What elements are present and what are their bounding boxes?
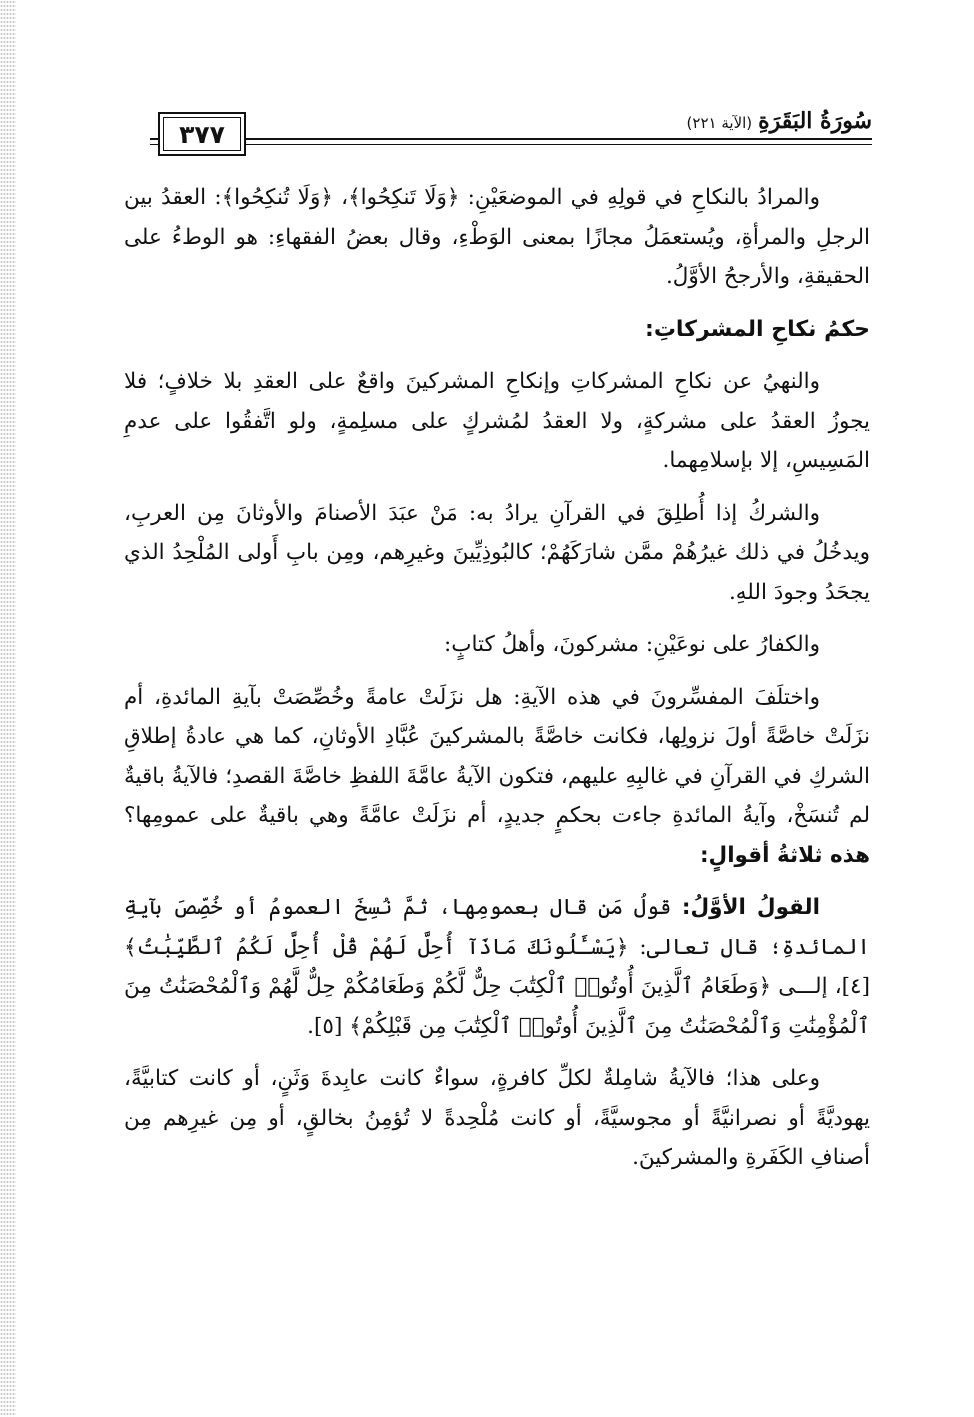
page-header xyxy=(150,108,872,156)
first-opinion-label: القولُ الأوَّلُ: xyxy=(681,895,820,920)
section-heading-text: حكمُ نكاحِ المشركاتِ: xyxy=(645,316,870,342)
paragraph-prohibition xyxy=(124,362,870,481)
paragraph-kuffar-types xyxy=(124,625,870,665)
quran-verse: ﴿وَطَعَامُ ٱلَّذِينَ أُوتُوا۟ ٱلْكِتَٰبَ حِلٌّ لَّكُمْ وَطَعَامُكُمْ حِلٌّ لَّهُمْ وَٱلْمُحْصَنَٰتُ مِنَ ٱلْمُؤْمِنَٰتِ وَٱلْمُحْصَنَٰتُ مِنَ ٱلَّذِينَ أُوتُوا۟ ٱلْكِتَٰبَ مِن قَبْلِكُمْ﴾ xyxy=(124,974,870,1039)
paragraph-conclusion xyxy=(124,1059,870,1178)
header-rule-thin xyxy=(150,144,872,145)
paragraph-text: قولُ مَن قال بعمومِها، ثمَّ نُسِخَ العمومُ أو خُصِّصَ بآيةِ المائدةِ؛ قال تعالى: xyxy=(124,895,870,960)
verse-ref: [٤]، إلـــى xyxy=(778,974,870,999)
surah-name: سُورَةُ البَقَرَةِ xyxy=(758,108,872,134)
paragraph-text: والكفارُ على نوعَيْنِ: مشركونَ، وأهلُ كتابٍ: xyxy=(443,632,820,657)
paragraph-text: والمرادُ بالنكاحِ في قولِهِ في الموضعَيْنِ: ﴿وَلَا تَنكِحُوا﴾، ﴿وَلَا تُنكِحُوا﴾: العقدُ بين الرجلِ والمرأةِ، ويُستعمَلُ مجازًا بمعنى الوَطْءِ، وقال بعضُ الفقهاءِ: هو الوطءُ على الحقيقةِ، والأرجحُ الأوَّلُ. xyxy=(124,185,870,289)
scan-edge-noise xyxy=(0,0,16,1417)
quran-verse: ﴿يَسْـَٔلُونَكَ مَاذَآ أُحِلَّ لَهُمْ قُلْ أُحِلَّ لَكُمُ ٱلطَّيِّبَٰتُ﴾ xyxy=(124,934,629,960)
paragraph-mufassirun-disagreement xyxy=(124,678,870,876)
page-body xyxy=(124,178,870,1191)
paragraph-shirk-definition xyxy=(124,494,870,613)
paragraph-text: واختلَفَ المفسِّرونَ في هذه الآيةِ: هل نزَلَتْ عامةً وخُصِّصَتْ بآيةِ المائدةِ، أم نزَلَتْ خاصَّةً أولَ نزولِها، فكانت خاصَّةً بالمشركينَ عُبَّادِ الأوثانِ، كما هي عادةُ إطلاقِ الشركِ في القرآنِ في غالبِهِ عليهم، فتكون الآيةُ عامَّةَ اللفظِ خاصَّةَ القصدِ؛ فالآيةُ باقيةٌ لم تُنسَخْ، وآيةُ المائدةِ جاءت بحكمٍ جديدٍ، أم نزَلَتْ عامَّةً وهي باقيةٌ على عمومِها؟ xyxy=(124,684,870,828)
three-opinions-label: هذه ثلاثةُ أقوالٍ: xyxy=(699,842,870,868)
paragraph-nikah-meaning xyxy=(124,178,870,297)
verse-ref: [٥]. xyxy=(307,1013,343,1039)
paragraph-first-opinion xyxy=(124,888,870,1046)
page-number-box xyxy=(158,112,246,156)
paragraph-text: والشركُ إذا أُطلِقَ في القرآنِ يرادُ به: مَنْ عبَدَ الأصنامَ والأوثانَ مِن العربِ، ويدخُلُ في ذلك غيرُهُمْ ممَّن شارَكَهُمْ؛ كالبُوذِيِّينَ وغيرِهم، ومِن بابِ أَولى المُلْحِدُ الذي يجحَدُ وجودَ اللهِ. xyxy=(124,500,870,605)
page-number: ٣٧٧ xyxy=(179,119,225,149)
section-heading xyxy=(124,310,870,350)
paragraph-text: وعلى هذا؛ فالآيةُ شامِلةٌ لكلِّ كافرةٍ، سواءٌ كانت عابِدةَ وَثَنٍ، أو كانت كتابيَّةً، يهوديَّةً أو نصرانيَّةً أو مجوسيَّةً، أو كانت مُلْحِدةً لا تُؤمِنُ بخالقٍ، أو مِن غيرِهم مِن أصنافِ الكَفَرةِ والمشركينَ. xyxy=(124,1066,870,1170)
running-title xyxy=(679,108,872,136)
ayah-reference: (الآية ٢٢١) xyxy=(686,114,753,132)
paragraph-text: والنهيُ عن نكاحِ المشركاتِ وإنكاحِ المشركينَ واقعٌ على العقدِ بلا خلافٍ؛ فلا يجوزُ العقدُ على مشركةٍ، ولا العقدُ لمُشركٍ على مسلِمةٍ، ولو اتَّفقُوا على عدمِ المَسِيسِ، إلا بإسلامِهما. xyxy=(124,369,870,473)
header-rule xyxy=(150,138,872,140)
